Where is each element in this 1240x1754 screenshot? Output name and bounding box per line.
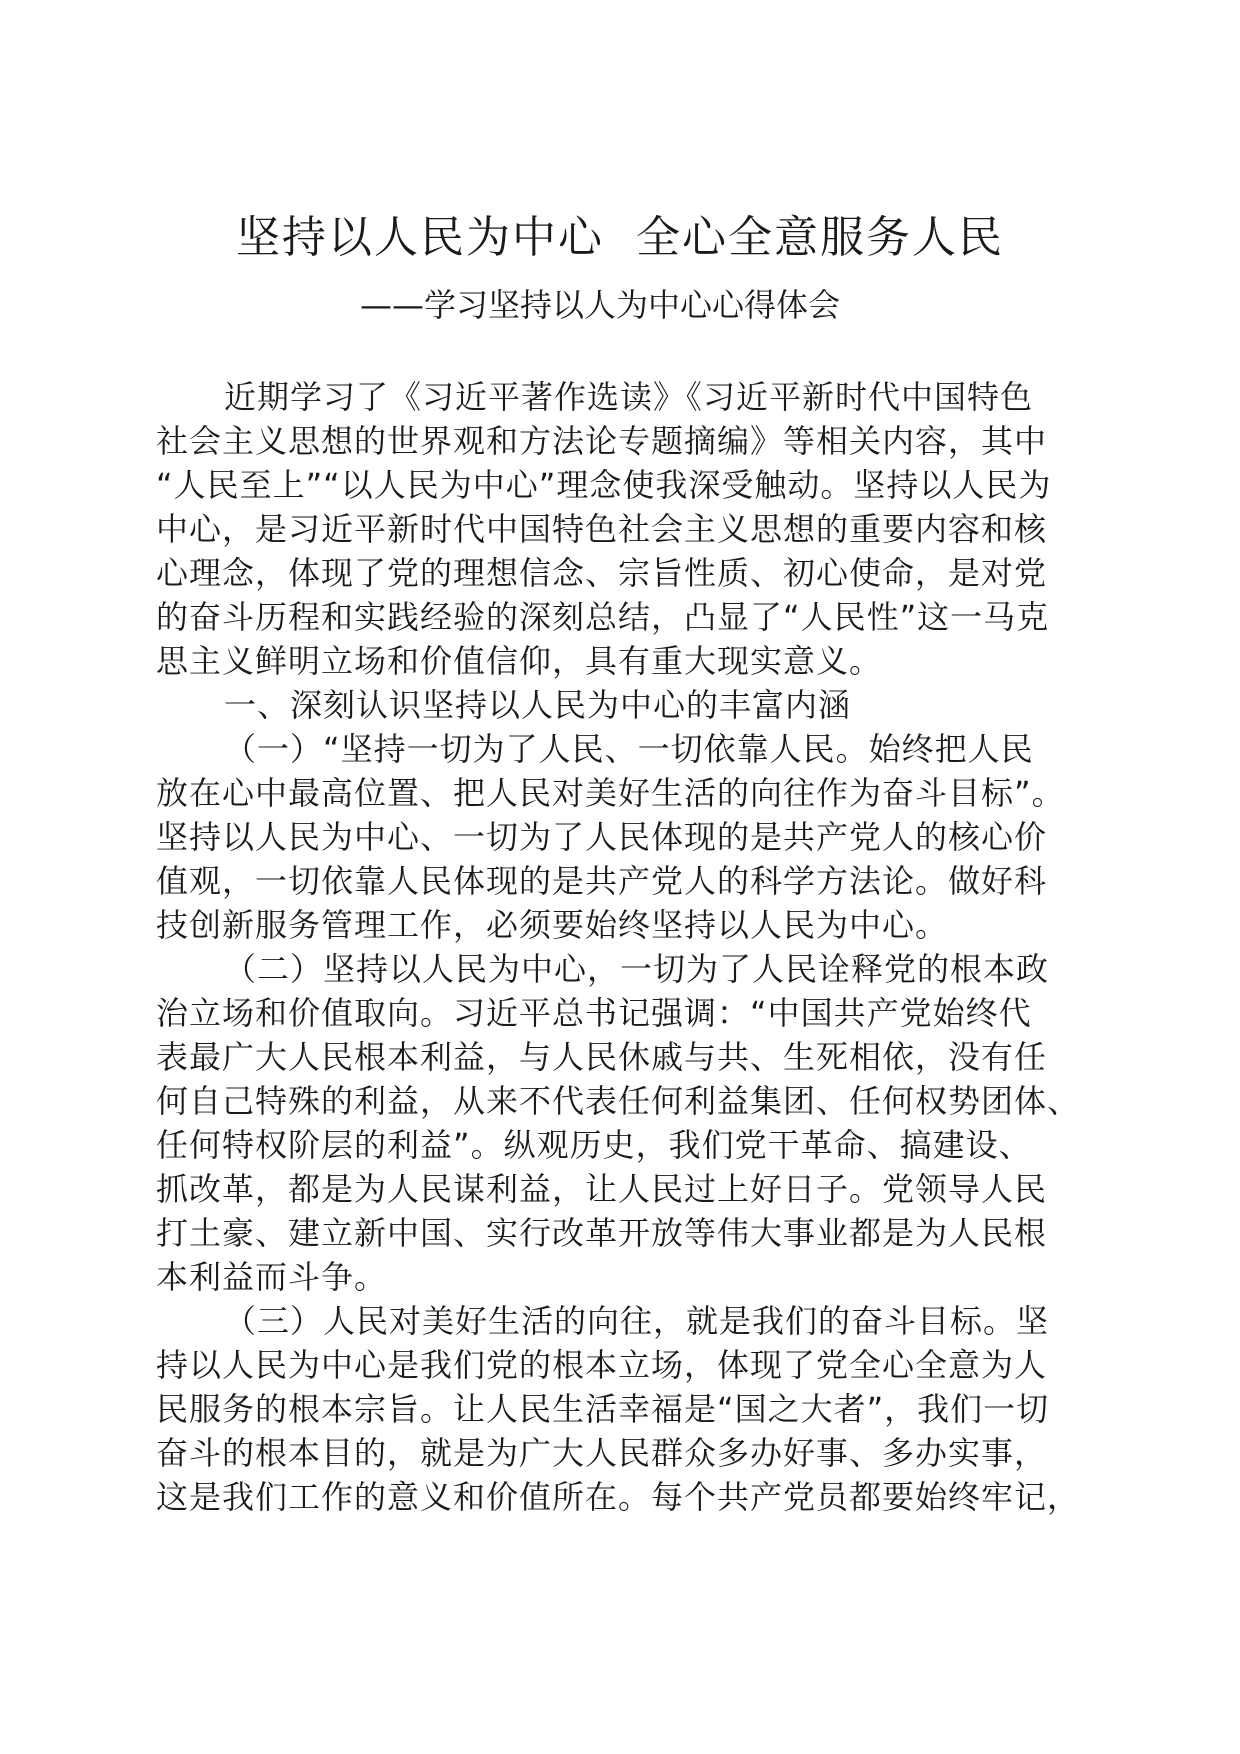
body-line: 民服务的根本宗旨。让人民生活幸福是“国之大者”，我们一切 bbox=[156, 1390, 1050, 1428]
body-line: 本利益而斗争。 bbox=[156, 1258, 388, 1296]
body-line: 值观，一切依靠人民体现的是共产党人的科学方法论。做好科 bbox=[156, 862, 1048, 900]
body-line: 思主义鲜明立场和价值信仰，具有重大现实意义。 bbox=[156, 642, 883, 680]
document-body bbox=[156, 375, 1116, 1519]
body-line: 放在心中最高位置、把人民对美好生活的向往作为奋斗目标”。 bbox=[156, 774, 1065, 812]
body-line: 中心，是习近平新时代中国特色社会主义思想的重要内容和核 bbox=[156, 510, 1048, 548]
body-line: 的奋斗历程和实践经验的深刻总结，凸显了“人民性”这一马克 bbox=[156, 598, 1050, 636]
body-line: 表最广大人民根本利益，与人民休戚与共、生死相依，没有任 bbox=[156, 1038, 1048, 1076]
body-line: 打土豪、建立新中国、实行改革开放等伟大事业都是为人民根 bbox=[156, 1214, 1048, 1252]
body-line: （三）人民对美好生活的向往，就是我们的奋斗目标。坚 bbox=[224, 1302, 1050, 1340]
body-line: 近期学习了《习近平著作选读》《习近平新时代中国特色 bbox=[224, 378, 1034, 416]
body-line: 社会主义思想的世界观和方法论专题摘编》等相关内容，其中 bbox=[156, 422, 1048, 460]
body-line: 坚持以人民为中心、一切为了人民体现的是共产党人的核心价 bbox=[156, 818, 1048, 856]
document-title: 坚持以人民为中心 全心全意服务人民 bbox=[236, 212, 1004, 263]
body-line: 一、深刻认识坚持以人民为中心的丰富内涵 bbox=[224, 686, 852, 724]
body-line: 何自己特殊的利益，从来不代表任何利益集团、任何权势团体、 bbox=[156, 1082, 1081, 1120]
body-line: 技创新服务管理工作，必须要始终坚持以人民为中心。 bbox=[156, 906, 949, 944]
body-line: 任何特权阶层的利益”。纵观历史，我们党干革命、搞建设、 bbox=[156, 1126, 1032, 1164]
body-line: （二）坚持以人民为中心，一切为了人民诠释党的根本政 bbox=[224, 950, 1050, 988]
body-line: 治立场和价值取向。习近平总书记强调：“中国共产党始终代 bbox=[156, 994, 1032, 1032]
body-line: 奋斗的根本目的，就是为广大人民群众多办好事、多办实事， bbox=[156, 1434, 1048, 1472]
body-line: 这是我们工作的意义和价值所在。每个共产党员都要始终牢记， bbox=[156, 1478, 1081, 1516]
document-subtitle: ——学习坚持以人为中心心得体会 bbox=[360, 286, 841, 324]
body-line: “人民至上”“以人民为中心”理念使我深受触动。坚持以人民为 bbox=[156, 466, 1052, 504]
body-line: 抓改革，都是为人民谋利益，让人民过上好日子。党领导人民 bbox=[156, 1170, 1048, 1208]
body-line: （一）“坚持一切为了人民、一切依靠人民。始终把人民 bbox=[224, 730, 1034, 768]
body-line: 持以人民为中心是我们党的根本立场，体现了党全心全意为人 bbox=[156, 1346, 1048, 1384]
body-line: 心理念，体现了党的理想信念、宗旨性质、初心使命，是对党 bbox=[156, 554, 1048, 592]
